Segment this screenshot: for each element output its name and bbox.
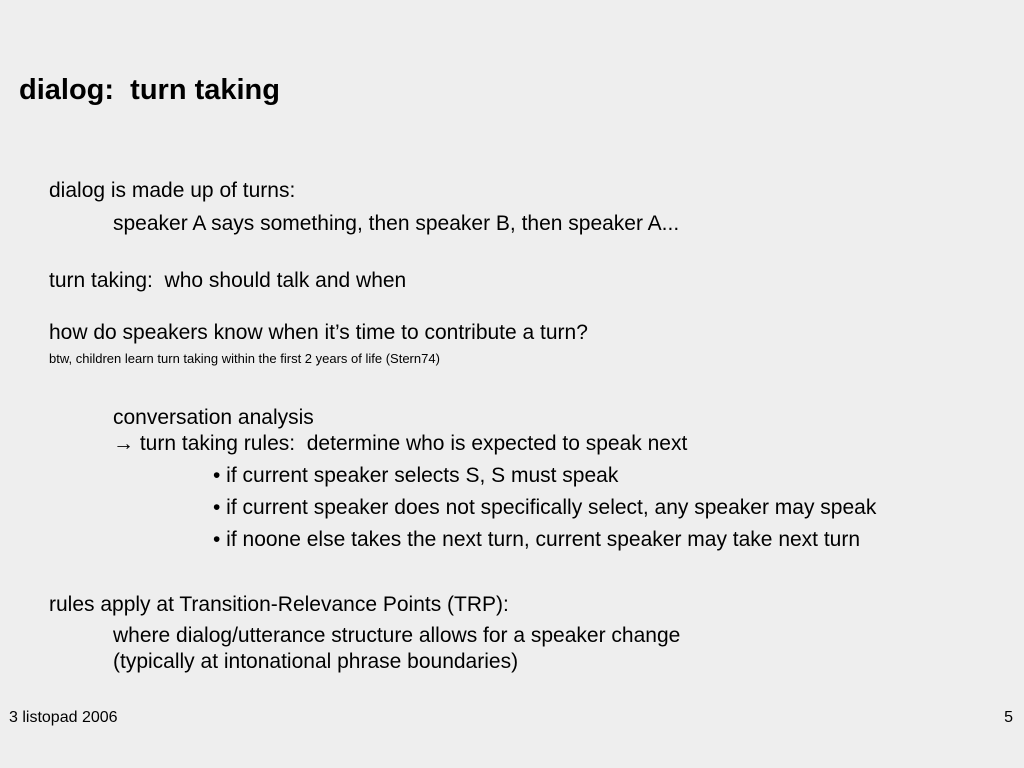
bullet-item: • if current speaker selects S, S must speak (213, 464, 619, 487)
footer-date: 3 listopad 2006 (9, 709, 118, 726)
text-trp-heading: rules apply at Transition-Relevance Points (TRP): (49, 593, 509, 616)
text-dialog-turns: dialog is made up of turns: (49, 179, 296, 202)
text-children-note: btw, children learn turn taking within the first 2 years of life (Stern74) (49, 351, 440, 366)
text-trp-structure: where dialog/utterance structure allows for a speaker change (113, 624, 681, 647)
bullet-item: • if current speaker does not specifically select, any speaker may speak (213, 496, 877, 519)
page-number: 5 (1004, 709, 1013, 726)
text-speaker-sequence: speaker A says something, then speaker B, then speaker A... (113, 212, 680, 235)
text-turn-taking-rules: → turn taking rules: determine who is expected to speak next (113, 432, 688, 455)
text-trp-boundaries: (typically at intonational phrase boundaries) (113, 650, 519, 673)
bullet-item: • if noone else takes the next turn, current speaker may take next turn (213, 528, 861, 551)
text-conversation-analysis: conversation analysis (113, 406, 314, 429)
text-speakers-question: how do speakers know when it’s time to contribute a turn? (49, 321, 588, 344)
text-turn-taking-definition: turn taking: who should talk and when (49, 269, 407, 292)
slide-title: dialog: turn taking (19, 74, 280, 106)
